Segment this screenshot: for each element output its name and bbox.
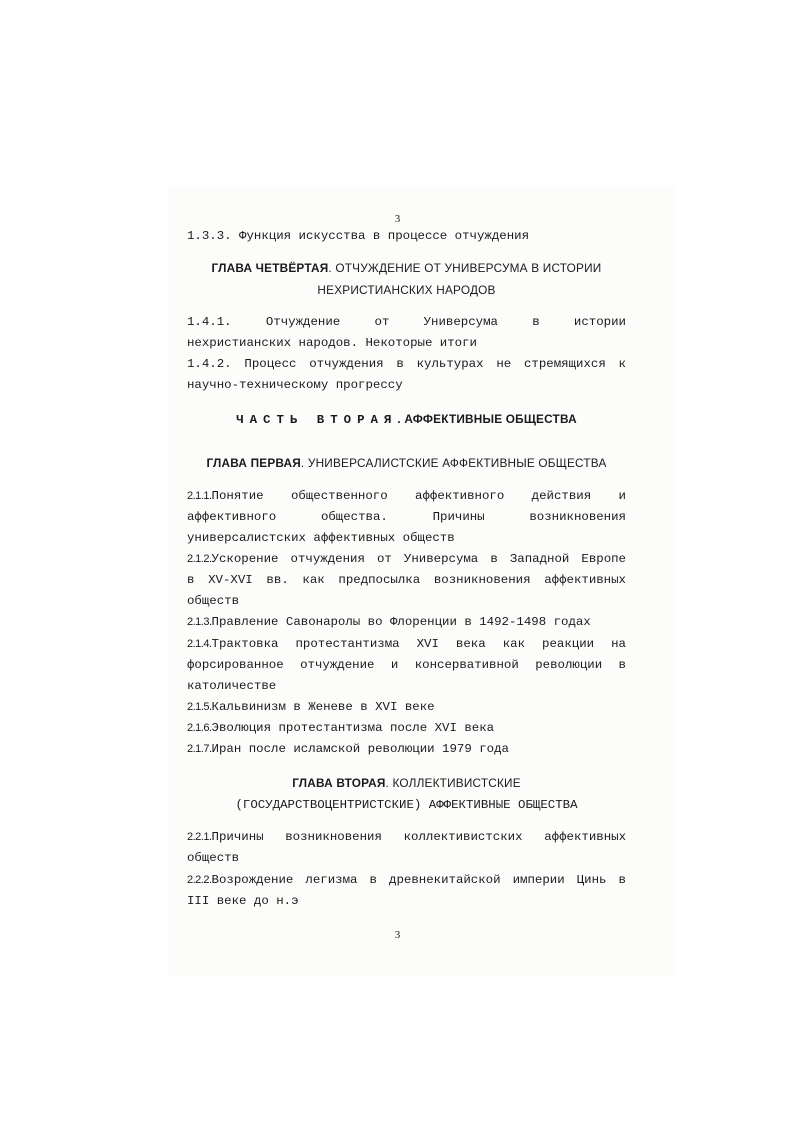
chapter-one-label: ГЛАВА ПЕРВАЯ bbox=[206, 456, 301, 470]
toc-item-1-4-1: 1.4.1. Отчуждение от Универсума в истории bbox=[187, 315, 626, 329]
page-number-bottom: 3 bbox=[394, 929, 401, 941]
toc-item-2-1-1: 2.1.1.Понятие общественного аффективного действия и bbox=[187, 489, 626, 503]
toc-item-2-1-2-cont: обществ bbox=[187, 594, 240, 608]
toc-item-2-1-2: 2.1.2.Ускорение отчуждения от Универсума в Западной Европе bbox=[187, 552, 626, 566]
chapter-two-heading-line2: (ГОСУДАРСТВОЦЕНТРИСТСКИЕ) АФФЕКТИВНЫЕ ОБЩЕСТВА bbox=[235, 798, 578, 812]
part-two-label: ЧАСТЬ ВТОРАЯ bbox=[236, 413, 398, 427]
chapter-four-heading-line1: ГЛАВА ЧЕТВЁРТАЯ. ОТЧУЖДЕНИЕ ОТ УНИВЕРСУМА В ИСТОРИИ bbox=[211, 261, 602, 275]
toc-item-1-4-2-cont: научно-техническому прогрессу bbox=[187, 378, 403, 392]
toc-item-2-2-2: 2.2.2.Возрождение легизма в древнекитайской империи Цинь в bbox=[187, 873, 626, 887]
toc-item-2-1-6: 2.1.6.Эволюция протестантизма после XVI века bbox=[187, 721, 495, 735]
toc-item-2-1-4-cont: форсированное отчуждение и консервативной революции в bbox=[187, 658, 626, 672]
chapter-one-heading: ГЛАВА ПЕРВАЯ. УНИВЕРСАЛИСТСКИЕ АФФЕКТИВНЫЕ ОБЩЕСТВА bbox=[206, 456, 607, 470]
toc-item-2-2-1-cont: обществ bbox=[187, 851, 240, 865]
toc-item-2-1-3: 2.1.3.Правление Савонаролы во Флоренции в 1492-1498 годах bbox=[187, 615, 591, 629]
toc-item-2-1-1-cont: аффективного общества. Причины возникновения bbox=[187, 510, 626, 524]
toc-item-1-3-3: 1.3.3. Функция искусства в процессе отчуждения bbox=[187, 229, 530, 243]
chapter-two-label: ГЛАВА ВТОРАЯ bbox=[292, 776, 386, 790]
toc-item-2-1-5: 2.1.5.Кальвинизм в Женеве в XVI веке bbox=[187, 700, 435, 714]
page-number-top: 3 bbox=[394, 213, 401, 225]
toc-item-2-1-4: 2.1.4.Трактовка протестантизма XVI века как реакции на bbox=[187, 637, 626, 651]
toc-item-2-2-2-cont: III веке до н.э bbox=[187, 894, 299, 908]
chapter-four-label: ГЛАВА ЧЕТВЁРТАЯ bbox=[211, 261, 329, 275]
toc-item-1-4-2: 1.4.2. Процесс отчуждения в культурах не стремящихся к bbox=[187, 357, 626, 371]
toc-item-2-1-2-cont: в XV-XVI вв. как предпосылка возникновения аффективных bbox=[187, 573, 626, 587]
toc-item-2-2-1: 2.2.1.Причины возникновения коллективистских аффективных bbox=[187, 830, 626, 844]
toc-item-2-1-1-cont: универсалистских аффективных обществ bbox=[187, 531, 455, 545]
chapter-two-heading-line1: ГЛАВА ВТОРАЯ. КОЛЛЕКТИВИСТСКИЕ bbox=[292, 776, 521, 790]
toc-item-2-1-4-cont: католичестве bbox=[187, 679, 277, 693]
toc-item-1-4-1-cont: нехристианских народов. Некоторые итоги bbox=[187, 336, 477, 350]
chapter-four-heading-line2: НЕХРИСТИАНСКИХ НАРОДОВ bbox=[317, 283, 496, 297]
part-two-heading: ЧАСТЬ ВТОРАЯ. АФФЕКТИВНЫЕ ОБЩЕСТВА bbox=[236, 412, 577, 427]
toc-item-2-1-7: 2.1.7.Иран после исламской революции 1979 года bbox=[187, 742, 509, 756]
